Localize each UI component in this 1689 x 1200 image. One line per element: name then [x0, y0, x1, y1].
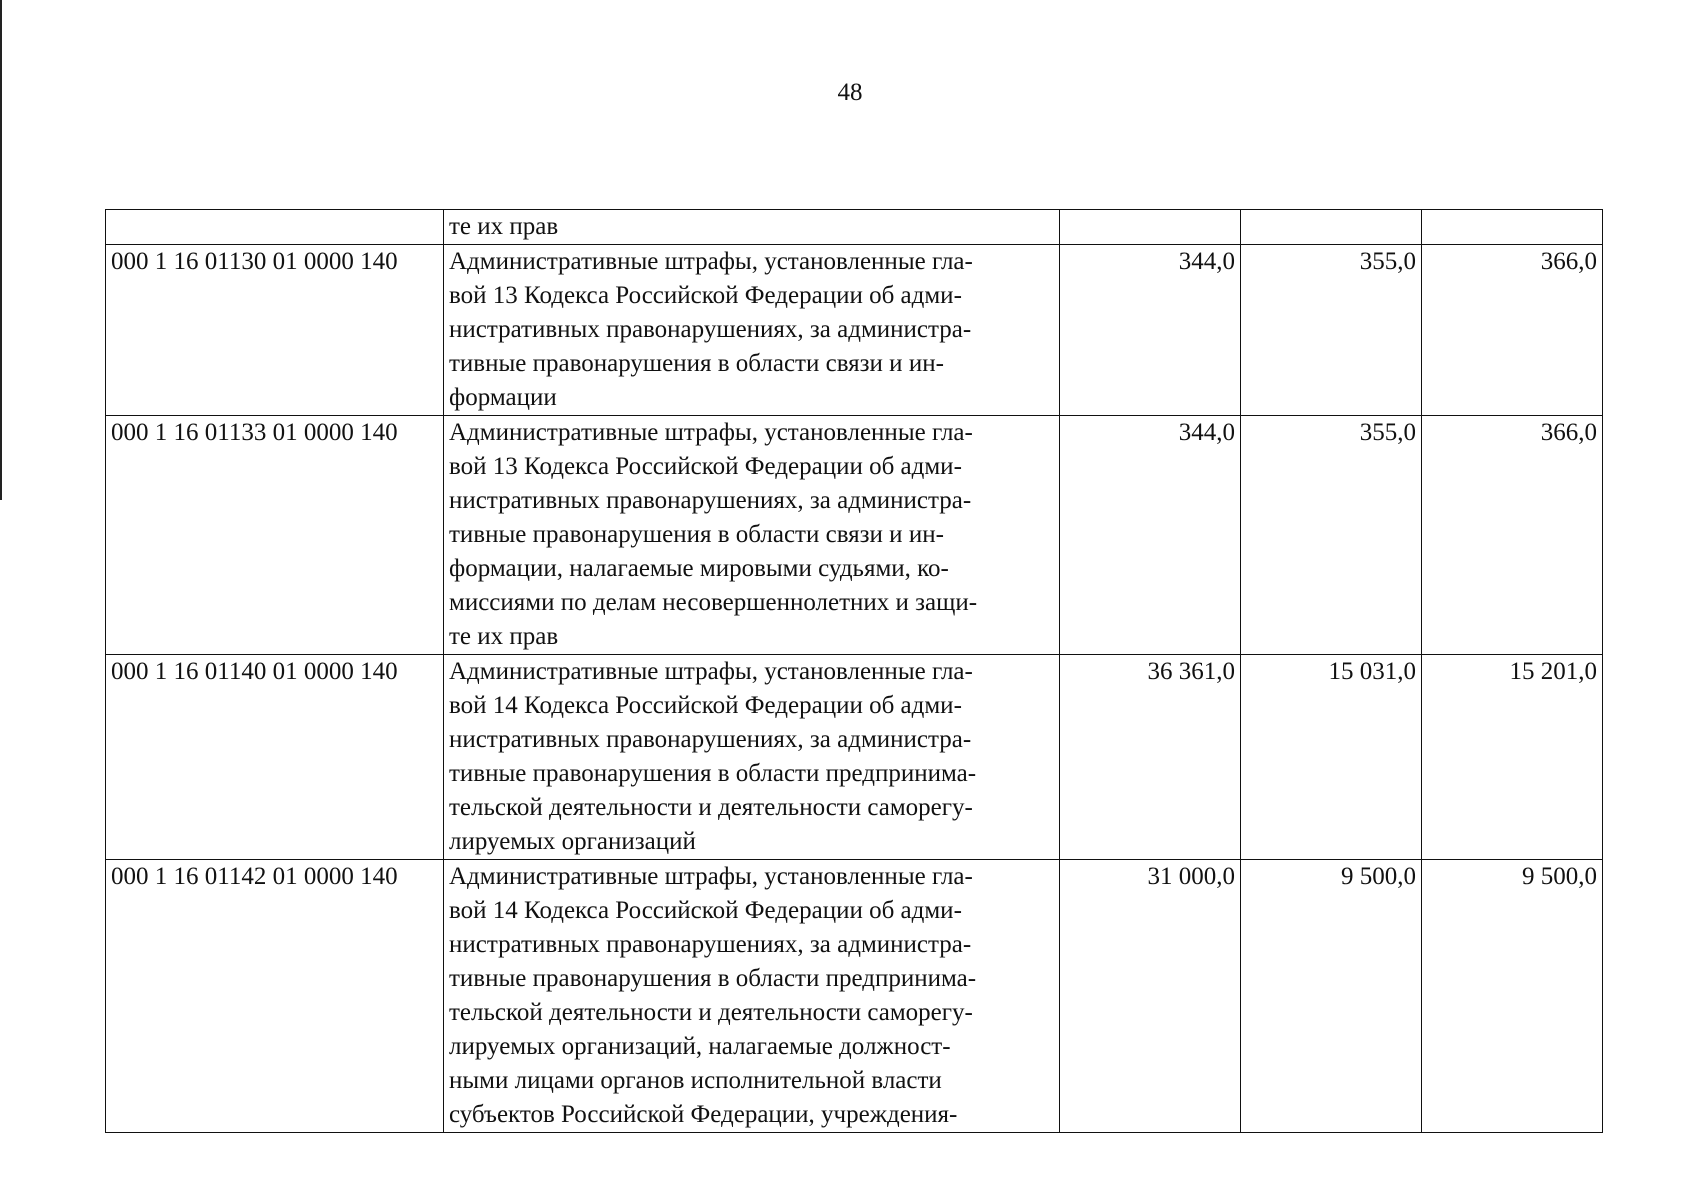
budget-code-cell: 000 1 16 01140 01 0000 140 — [106, 655, 444, 860]
value-year-2-cell: 15 031,0 — [1241, 655, 1422, 860]
description-line: формации — [449, 384, 557, 411]
description-line: вой 13 Кодекса Российской Федерации об адми- — [449, 453, 962, 480]
description-line: вой 14 Кодекса Российской Федерации об адми- — [449, 692, 962, 719]
description-line: вой 13 Кодекса Российской Федерации об адми- — [449, 282, 962, 309]
value-year-1-cell — [1060, 210, 1241, 245]
description-line: нистративных правонарушениях, за администра- — [449, 487, 972, 514]
scan-edge-line — [0, 0, 2, 500]
value-year-1-cell: 36 361,0 — [1060, 655, 1241, 860]
budget-code-cell: 000 1 16 01133 01 0000 140 — [106, 416, 444, 655]
budget-code-cell: 000 1 16 01130 01 0000 140 — [106, 245, 444, 416]
table-row — [106, 655, 1603, 860]
table-row — [106, 245, 1603, 416]
description-line: Административные штрафы, установленные гла- — [449, 863, 973, 890]
value-year-3-cell: 366,0 — [1422, 245, 1603, 416]
description-line: миссиями по делам несовершеннолетних и защи- — [449, 589, 978, 616]
description-line: тивные правонарушения в области предпринима- — [449, 760, 977, 787]
page-number: 48 — [837, 79, 863, 106]
description-cell — [444, 655, 1060, 860]
description-line: лируемых организаций — [449, 828, 696, 855]
value-year-3-cell: 9 500,0 — [1422, 860, 1603, 1133]
budget-code-cell — [106, 210, 444, 245]
description-cell — [444, 416, 1060, 655]
description-line: тивные правонарушения в области связи и ин- — [449, 350, 944, 377]
description-line: Административные штрафы, установленные гла- — [449, 658, 973, 685]
description-line: тивные правонарушения в области предпринима- — [449, 965, 977, 992]
value-year-1-cell: 31 000,0 — [1060, 860, 1241, 1133]
description-line: нистративных правонарушениях, за администра- — [449, 931, 972, 958]
description-line: нистративных правонарушениях, за администра- — [449, 316, 972, 343]
revenue-table — [105, 209, 1603, 1133]
budget-code-cell: 000 1 16 01142 01 0000 140 — [106, 860, 444, 1133]
description-line: тельской деятельности и деятельности саморегу- — [449, 999, 973, 1026]
description-cell — [444, 860, 1060, 1133]
description-line: те их прав — [449, 213, 559, 240]
value-year-3-cell: 15 201,0 — [1422, 655, 1603, 860]
description-line: нистративных правонарушениях, за администра- — [449, 726, 972, 753]
description-line: те их прав — [449, 623, 559, 650]
description-line: тивные правонарушения в области связи и ин- — [449, 521, 944, 548]
table-row — [106, 860, 1603, 1133]
description-line: субъектов Российской Федерации, учреждения- — [449, 1101, 958, 1128]
value-year-3-cell: 366,0 — [1422, 416, 1603, 655]
value-year-1-cell: 344,0 — [1060, 416, 1241, 655]
table-row — [106, 416, 1603, 655]
table-row — [106, 210, 1603, 245]
value-year-3-cell — [1422, 210, 1603, 245]
value-year-2-cell: 9 500,0 — [1241, 860, 1422, 1133]
description-line: формации, налагаемые мировыми судьями, ко- — [449, 555, 949, 582]
description-line: вой 14 Кодекса Российской Федерации об адми- — [449, 897, 962, 924]
description-line: ными лицами органов исполнительной власти — [449, 1067, 942, 1094]
value-year-2-cell — [1241, 210, 1422, 245]
value-year-2-cell: 355,0 — [1241, 416, 1422, 655]
description-line: лируемых организаций, налагаемые должност- — [449, 1033, 951, 1060]
description-line: Административные штрафы, установленные гла- — [449, 248, 973, 275]
value-year-2-cell: 355,0 — [1241, 245, 1422, 416]
value-year-1-cell: 344,0 — [1060, 245, 1241, 416]
description-cell — [444, 210, 1060, 245]
description-line: тельской деятельности и деятельности саморегу- — [449, 794, 973, 821]
table-body — [106, 210, 1603, 1133]
description-cell — [444, 245, 1060, 416]
description-line: Административные штрафы, установленные гла- — [449, 419, 973, 446]
